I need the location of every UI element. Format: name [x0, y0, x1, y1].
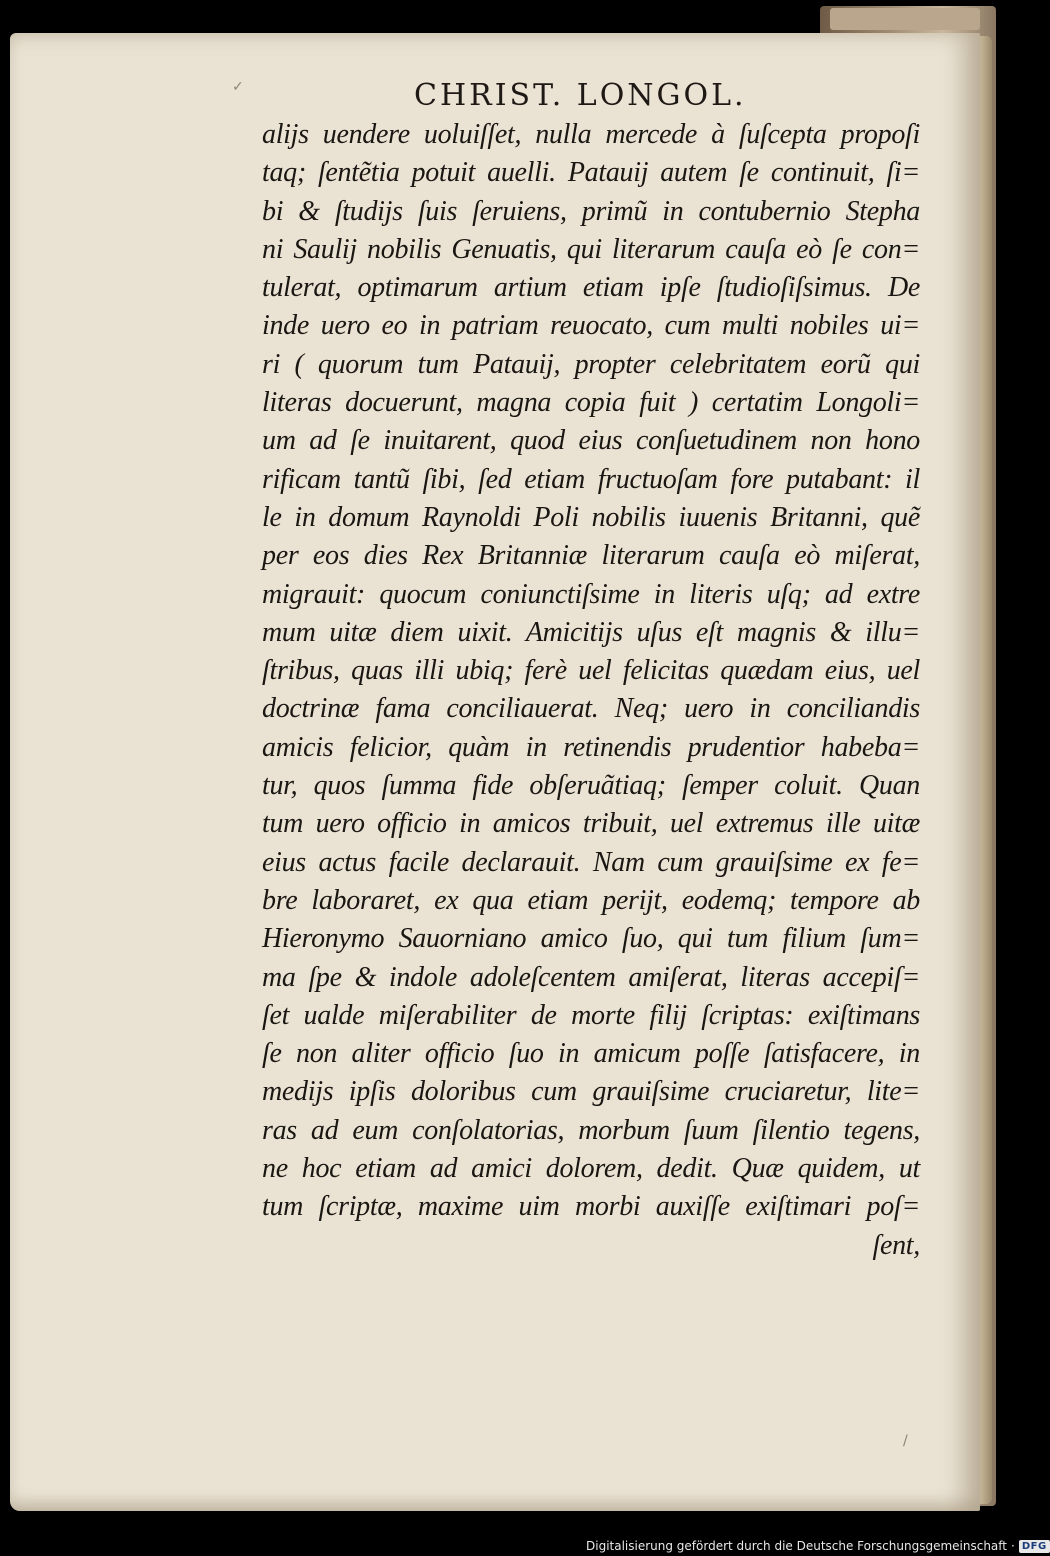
text-line: rificam tantũ ſibi, ſed etiam fructuoſam fore putabant: il — [262, 463, 920, 495]
pencil-mark-icon: ✓ — [232, 79, 244, 95]
text-line: tum ſcriptæ, maxime uim morbi auxiſſe exiſtimari poſ= — [262, 1191, 920, 1223]
pencil-tick-icon: / — [903, 1433, 908, 1449]
text-line: ri ( quorum tum Patauij, propter celebritatem eorũ qui — [262, 348, 920, 380]
text-line: migrauit: quocum coniunctiſsime in literis uſq; ad extre — [262, 578, 920, 610]
text-line: per eos dies Rex Britanniæ literarum cauſa eò miſerat, — [262, 540, 920, 572]
text-line: tulerat, optimarum artium etiam ipſe ſtudioſiſsimus. De — [262, 272, 920, 304]
text-line: um ad ſe inuitarent, quod eius conſuetudinem non hono — [262, 425, 920, 457]
text-line: ſtribus, quas illi ubiq; ferè uel felicitas quædam eius, uel — [262, 655, 920, 687]
credit-separator: · — [1011, 1539, 1015, 1553]
text-line: mum uitæ diem uixit. Amicitijs uſus eſt magnis & illu= — [262, 616, 920, 648]
dfg-logo-icon: DFG — [1019, 1540, 1050, 1553]
credit-text: Digitalisierung gefördert durch die Deutsche Forschungsgemeinschaft — [586, 1539, 1008, 1553]
text-line: le in domum Raynoldi Poli nobilis iuuenis Britanni, quẽ — [262, 501, 920, 533]
text-line: ma ſpe & indole adoleſcentem amiſerat, literas accepiſ= — [262, 961, 920, 993]
text-line: doctrinæ fama conciliauerat. Neq; uero in conciliandis — [262, 693, 920, 725]
text-line: ni Saulij nobilis Genuatis, qui literarum cauſa eò ſe con= — [262, 233, 920, 265]
text-line: ne hoc etiam ad amici dolorem, dedit. Quæ quidem, ut — [262, 1153, 920, 1185]
text-line: alijs uendere uoluiſſet, nulla mercede à ſuſcepta propoſi — [262, 119, 920, 150]
text-line: amicis felicior, quàm in retinendis prudentior habeba= — [262, 731, 920, 763]
text-line: medijs ipſis doloribus cum grauiſsime cruciaretur, lite= — [262, 1076, 920, 1108]
digitization-credit — [586, 1536, 1050, 1556]
text-line: tur, quos ſumma fide obſeruãtiaq; ſemper coluit. Quan — [262, 770, 920, 802]
text-line: taq; ſentẽtia potuit auelli. Patauij autem ſe continuit, ſi= — [262, 157, 920, 189]
text-line: inde uero eo in patriam reuocato, cum multi nobiles ui= — [262, 310, 920, 342]
catchword: ſent, — [872, 1229, 920, 1261]
text-line: bre laboraret, ex qua etiam perijt, eodemq; tempore ab — [262, 884, 920, 916]
running-head: CHRIST. LONGOL. — [414, 78, 747, 113]
text-line: tum uero officio in amicos tribuit, uel extremus ille uitæ — [262, 808, 920, 840]
text-line: bi & ſtudijs ſuis ſeruiens, primũ in contubernio Stepha — [262, 195, 920, 227]
text-line: Hieronymo Sauorniano amico ſuo, qui tum filium ſum= — [262, 923, 920, 955]
book-backing-strip — [830, 8, 980, 30]
text-line: ſet ualde miſerabiliter de morte filij ſcriptas: exiſtimans — [262, 999, 920, 1031]
text-line: ſe non aliter officio ſuo in amicum poſſe ſatisfacere, in — [262, 1038, 920, 1070]
text-line: ras ad eum conſolatorias, morbum ſuum ſilentio tegens, — [262, 1114, 920, 1146]
text-line: literas docuerunt, magna copia fuit ) certatim Longoli= — [262, 387, 920, 419]
text-line: eius actus facile declarauit. Nam cum grauiſsime ex fe= — [262, 846, 920, 878]
page-body-text — [262, 116, 920, 1265]
